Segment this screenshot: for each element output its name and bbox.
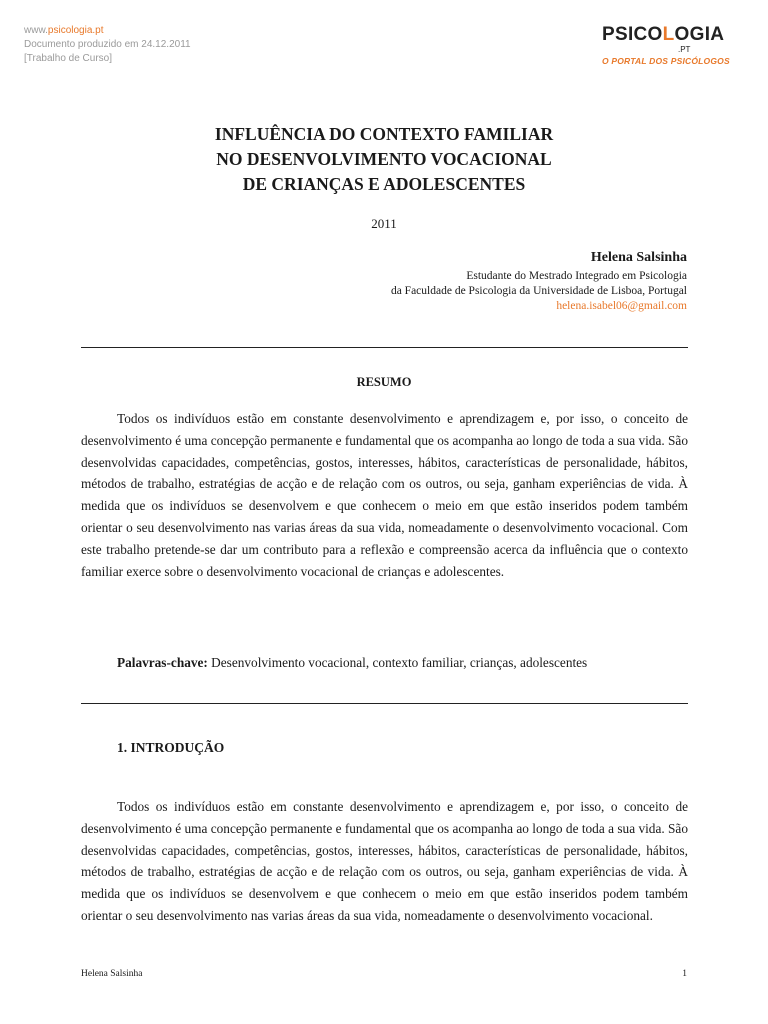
keywords [117, 655, 587, 671]
affiliation-line-1: Estudante do Mestrado Integrado em Psicologia [466, 270, 687, 282]
page-number: 1 [682, 969, 687, 979]
title-line-1: INFLUÊNCIA DO CONTEXTO FAMILIAR [214, 124, 554, 144]
abstract-paragraph: Todos os indivíduos estão em constante desenvolvimento e aprendizagem e, por isso, o conceito de desenvolvimento é uma concepção permanente e fundamental que os acompanha ao longo de toda a sua vida. São desenvolvidas capacidades, competências, gostos, interesses, hábitos, características de personalidade, hábitos, métodos de trabalho, estratégias de acção e de relação com os outros, ou seja, ganham experiências de vida. À medida que os indivíduos se desenvolvem e que conhecem o meio em que estão inseridos podem também orientar o seu desenvolvimento nas varias áreas da sua vida, nomeadamente o desenvolvimento vocacional. Com este trabalho pretende-se dar um contributo para a reflexão e compreensão acerca da influência que o contexto familiar exerce sobre o desenvolvimento vocacional de crianças e adolescentes. [81, 411, 688, 579]
psicologia-logo[interactable] [602, 24, 730, 70]
title-line-3: DE CRIANÇAS E ADOLESCENTES [242, 174, 526, 194]
production-date: Documento produzido em 24.12.2011 [24, 39, 191, 50]
divider-bottom [81, 703, 688, 704]
author-name: Helena Salsinha [590, 250, 687, 265]
document-header [24, 24, 191, 66]
introduction-heading: 1. INTRODUÇÃO [117, 740, 225, 755]
introduction-paragraph: Todos os indivíduos estão em constante desenvolvimento e aprendizagem e, por isso, o conceito de desenvolvimento é uma concepção permanente e fundamental que os acompanha ao longo de toda a sua vida. São desenvolvidas capacidades, competências, gostos, interesses, hábitos, características de personalidade, hábitos, métodos de trabalho, estratégias de acção e de relação com os outros, ou seja, ganham experiências de vida. À medida que os indivíduos se desenvolvem e que conhecem o meio em que estão inseridos podem também orientar o seu desenvolvimento nas varias áreas da sua vida, nomeadamente o desenvolvimento vocacional. [81, 799, 688, 923]
footer-author: Helena Salsinha [81, 969, 143, 979]
abstract-heading: RESUMO [356, 375, 412, 389]
keywords-text: Desenvolvimento vocacional, contexto familiar, crianças, adolescentes [207, 655, 588, 670]
publication-year: 2011 [371, 216, 397, 231]
author-affiliation [391, 269, 687, 314]
logo-wordmark: PSICOLOGIA [602, 24, 725, 45]
title-line-2: NO DESENVOLVIMENTO VOCACIONAL [216, 149, 552, 169]
keywords-label: Palavras-chave: [117, 655, 208, 670]
document-title [0, 122, 768, 197]
author-email-link[interactable]: helena.isabel06@gmail.com [556, 300, 687, 312]
divider-top [81, 347, 688, 348]
logo-tagline: O PORTAL DOS PSICÓLOGOS [602, 56, 730, 66]
site-url[interactable]: www.psicologia.pt [24, 25, 104, 36]
document-type: [Trabalho de Curso] [24, 53, 113, 64]
logo-pt-suffix: .PT [678, 45, 691, 54]
affiliation-line-2: da Faculdade de Psicologia da Universidade de Lisboa, Portugal [390, 285, 687, 297]
